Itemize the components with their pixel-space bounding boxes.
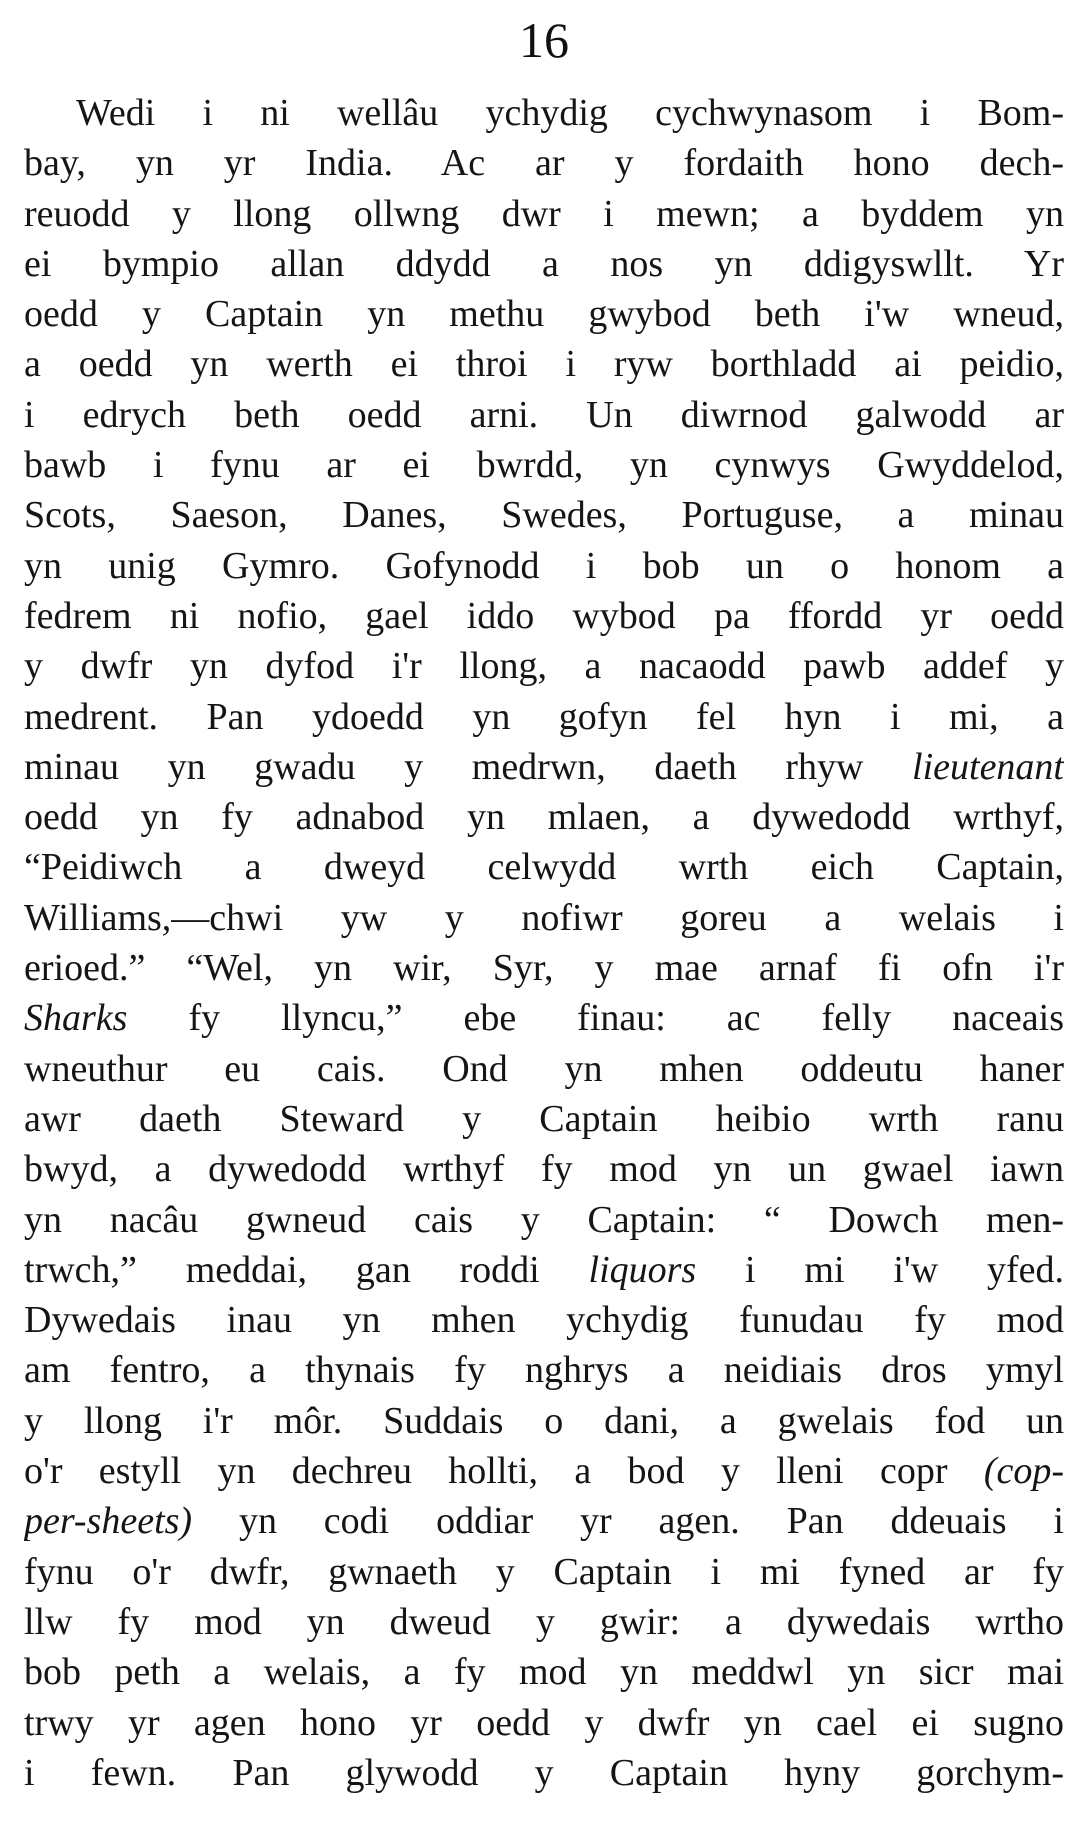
text-line [24, 1647, 1064, 1697]
text-span: Scots, Saeson, Danes, Swedes, Portuguse, a minau [24, 494, 1064, 537]
text-line [24, 842, 1064, 892]
text-span: fy llyncu,” ebe finau: ac felly naceais [127, 997, 1064, 1040]
text-line [24, 893, 1064, 943]
text-span: wneuthur eu cais. Ond yn mhen oddeutu haner [24, 1047, 1064, 1090]
text-line [24, 339, 1064, 389]
text-span: y llong i'r môr. Suddais o dani, a gwelais fod un [24, 1399, 1064, 1442]
text-line [24, 440, 1064, 490]
text-line [24, 239, 1064, 289]
text-line [24, 1245, 1064, 1295]
text-span: trwch,” meddai, gan roddi [24, 1248, 589, 1291]
text-span: i mi i'w yfed. [696, 1248, 1064, 1291]
text-line [24, 490, 1064, 540]
text-span: bay, yn yr India. Ac ar y fordaith hono dech- [24, 142, 1064, 185]
italic-text: liquors [588, 1248, 697, 1291]
text-line [24, 792, 1064, 842]
text-span: bob peth a welais, a fy mod yn meddwl yn sicr mai [24, 1651, 1064, 1694]
text-line [24, 1044, 1064, 1094]
text-span: yn codi oddiar yr agen. Pan ddeuais i [192, 1500, 1064, 1543]
text-span: reuodd y llong ollwng dwr i mewn; a byddem yn [24, 192, 1064, 235]
italic-text: (cop- [983, 1450, 1064, 1493]
text-line [24, 1496, 1064, 1546]
text-span: o'r estyll yn dechreu hollti, a bod y lleni copr [24, 1450, 984, 1493]
text-span: Williams,—chwi yw y nofiwr goreu a welais i [24, 896, 1064, 939]
text-span: “Peidiwch a dweyd celwydd wrth eich Captain, [24, 846, 1064, 889]
text-line [24, 541, 1064, 591]
text-line [24, 1396, 1064, 1446]
text-span: bawb i fynu ar ei bwrdd, yn cynwys Gwyddelod, [24, 444, 1064, 487]
text-span: ei bympio allan ddydd a nos yn ddigyswllt. Yr [24, 242, 1064, 285]
text-line [24, 692, 1064, 742]
text-line [24, 641, 1064, 691]
text-line [24, 1597, 1064, 1647]
text-span: i fewn. Pan glywodd y Captain hyny gorchym- [24, 1751, 1064, 1794]
text-line [24, 742, 1064, 792]
text-span: minau yn gwadu y medrwn, daeth rhyw [24, 745, 913, 788]
text-span: awr daeth Steward y Captain heibio wrth ranu [24, 1097, 1064, 1140]
text-line [24, 943, 1064, 993]
text-span: yn nacâu gwneud cais y Captain: “ Dowch men- [24, 1198, 1064, 1241]
body-text [24, 88, 1064, 1798]
text-span: llw fy mod yn dweud y gwir: a dywedais wrtho [24, 1600, 1064, 1643]
italic-text: Sharks [24, 997, 128, 1040]
text-span: yn unig Gymro. Gofynodd i bob un o honom a [24, 544, 1064, 587]
text-span: oedd y Captain yn methu gwybod beth i'w wneud, [24, 293, 1064, 336]
text-line [24, 1748, 1064, 1798]
text-span: medrent. Pan ydoedd yn gofyn fel hyn i mi, a [24, 695, 1064, 738]
text-span: erioed.” “Wel, yn wir, Syr, y mae arnaf fi ofn i'r [24, 947, 1064, 990]
text-line [24, 993, 1064, 1043]
text-line [24, 1094, 1064, 1144]
italic-text: per-sheets) [24, 1500, 193, 1543]
text-line [24, 1446, 1064, 1496]
text-span: fynu o'r dwfr, gwnaeth y Captain i mi fyned ar fy [24, 1550, 1064, 1593]
text-line [24, 1195, 1064, 1245]
text-span: trwy yr agen hono yr oedd y dwfr yn cael ei sugno [24, 1701, 1064, 1744]
text-line [24, 1698, 1064, 1748]
text-span: Dywedais inau yn mhen ychydig funudau fy mod [24, 1299, 1064, 1342]
text-span: oedd yn fy adnabod yn mlaen, a dywedodd wrthyf, [24, 796, 1064, 839]
text-line [24, 138, 1064, 188]
text-span: Wedi i ni wellâu ychydig cychwynasom i Bom- [76, 92, 1064, 134]
text-span: bwyd, a dywedodd wrthyf fy mod yn un gwael iawn [24, 1148, 1064, 1191]
text-span: a oedd yn werth ei throi i ryw borthladd ai peidio, [24, 343, 1064, 386]
text-line [24, 390, 1064, 440]
page-number: 16 [519, 12, 569, 68]
text-line [24, 1295, 1064, 1345]
italic-text: lieutenant [912, 745, 1064, 788]
text-span: fedrem ni nofio, gael iddo wybod pa ffordd yr oedd [24, 594, 1064, 637]
text-span: y dwfr yn dyfod i'r llong, a nacaodd pawb addef y [24, 645, 1064, 688]
text-span: i edrych beth oedd arni. Un diwrnod galwodd ar [24, 393, 1064, 436]
text-line [24, 88, 1064, 138]
text-line [24, 189, 1064, 239]
text-line [24, 1144, 1064, 1194]
text-line [24, 1547, 1064, 1597]
text-line [24, 591, 1064, 641]
text-line [24, 289, 1064, 339]
text-line [24, 1345, 1064, 1395]
text-span: am fentro, a thynais fy nghrys a neidiais dros ymyl [24, 1349, 1064, 1392]
